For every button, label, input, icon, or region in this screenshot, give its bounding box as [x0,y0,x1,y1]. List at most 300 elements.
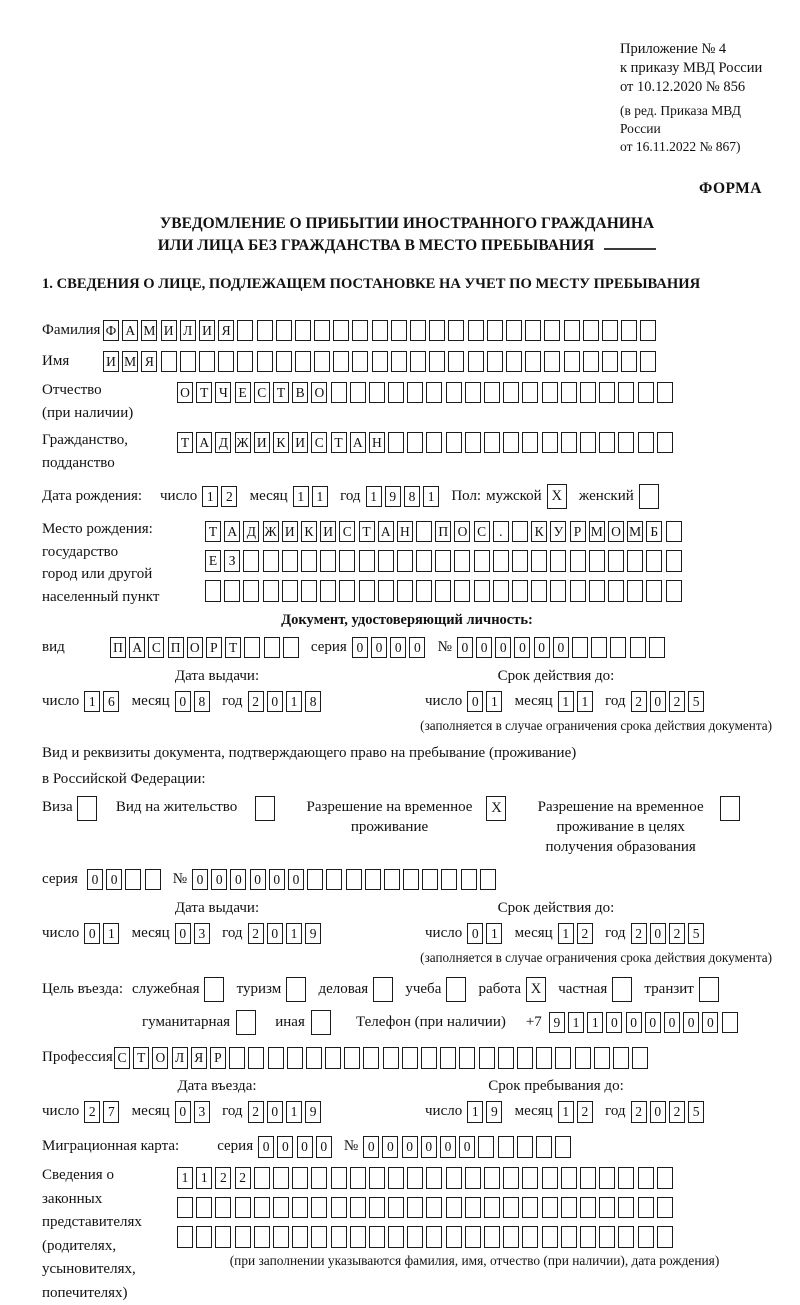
char-box[interactable]: 5 [688,923,704,945]
char-box[interactable] [372,351,388,373]
char-box[interactable]: 2 [669,691,685,713]
char-box[interactable] [525,351,541,373]
checkbox[interactable] [204,977,224,1002]
char-box[interactable] [461,869,477,891]
char-box[interactable] [307,869,323,891]
identity-expiry-day-boxes[interactable] [467,688,505,714]
char-box[interactable] [506,320,522,342]
char-box[interactable] [369,1167,385,1189]
char-box[interactable] [224,580,240,602]
char-box[interactable] [350,382,366,404]
purpose-business-checkbox[interactable] [373,976,396,1002]
char-box[interactable] [426,1226,442,1248]
char-box[interactable] [339,550,355,572]
char-box[interactable] [177,1197,193,1219]
birth-place-row2-boxes[interactable] [205,548,772,574]
purpose-transit-checkbox[interactable] [699,976,722,1002]
given-name-boxes[interactable] [103,348,659,374]
char-box[interactable] [388,1197,404,1219]
char-box[interactable]: С [311,432,327,454]
char-box[interactable]: 0 [87,869,103,891]
char-box[interactable]: У [550,521,566,543]
char-box[interactable] [407,432,423,454]
sex-male-checkbox[interactable] [547,483,570,509]
char-box[interactable] [388,382,404,404]
option-residence-permit-checkbox[interactable] [255,795,278,821]
char-box[interactable]: 0 [626,1012,642,1034]
char-box[interactable] [391,351,407,373]
char-box[interactable] [657,382,673,404]
option-visa-checkbox[interactable] [77,795,100,821]
char-box[interactable] [544,320,560,342]
char-box[interactable] [196,1197,212,1219]
char-box[interactable] [365,869,381,891]
char-box[interactable]: 0 [297,1136,313,1158]
char-box[interactable] [564,320,580,342]
checkbox[interactable] [699,977,719,1002]
char-box[interactable] [503,382,519,404]
char-box[interactable] [295,351,311,373]
char-box[interactable] [465,382,481,404]
entry-year-boxes[interactable] [248,1098,325,1124]
char-box[interactable] [503,432,519,454]
char-box[interactable] [446,432,462,454]
char-box[interactable] [215,1197,231,1219]
char-box[interactable]: И [103,351,119,373]
char-box[interactable]: 5 [688,691,704,713]
char-box[interactable] [333,320,349,342]
char-box[interactable] [268,1047,284,1069]
char-box[interactable]: 0 [409,637,425,659]
char-box[interactable] [243,580,259,602]
char-box[interactable]: Т [273,382,289,404]
char-box[interactable]: 2 [248,923,264,945]
char-box[interactable] [331,382,347,404]
char-box[interactable]: 2 [221,486,237,508]
patronymic-boxes[interactable] [177,379,676,405]
char-box[interactable]: П [168,637,184,659]
char-box[interactable] [618,382,634,404]
identity-expiry-year-boxes[interactable] [631,688,708,714]
representatives-row1-boxes[interactable] [177,1164,772,1190]
identity-issue-day-boxes[interactable] [84,688,122,714]
char-box[interactable] [378,580,394,602]
char-box[interactable] [580,382,596,404]
char-box[interactable] [618,432,634,454]
representatives-row2-boxes[interactable] [177,1194,772,1220]
char-box[interactable]: 2 [669,923,685,945]
char-box[interactable] [235,1226,251,1248]
char-box[interactable]: 0 [371,637,387,659]
char-box[interactable] [320,580,336,602]
residence-expiry-month-boxes[interactable] [558,920,596,946]
char-box[interactable] [478,1136,494,1158]
char-box[interactable] [646,550,662,572]
char-box[interactable] [378,550,394,572]
char-box[interactable]: Ф [103,320,119,342]
char-box[interactable] [570,550,586,572]
char-box[interactable]: 1 [423,486,439,508]
char-box[interactable] [484,382,500,404]
char-box[interactable]: 0 [363,1136,379,1158]
char-box[interactable]: 7 [103,1101,119,1123]
char-box[interactable] [426,382,442,404]
char-box[interactable] [446,1226,462,1248]
char-box[interactable]: К [531,521,547,543]
char-box[interactable]: М [627,521,643,543]
checkbox[interactable] [77,796,97,821]
char-box[interactable] [237,320,253,342]
char-box[interactable] [522,1197,538,1219]
char-box[interactable]: Д [243,521,259,543]
char-box[interactable] [503,1197,519,1219]
char-box[interactable] [621,320,637,342]
char-box[interactable]: П [435,521,451,543]
purpose-humanitarian-checkbox[interactable] [236,1009,259,1035]
char-box[interactable]: Б [646,521,662,543]
char-box[interactable]: 9 [385,486,401,508]
char-box[interactable] [257,351,273,373]
char-box[interactable] [666,550,682,572]
char-box[interactable]: Р [206,637,222,659]
char-box[interactable] [646,580,662,602]
char-box[interactable]: 1 [558,923,574,945]
char-box[interactable] [618,1197,634,1219]
char-box[interactable]: 0 [514,637,530,659]
migration-number-boxes[interactable] [363,1133,574,1159]
char-box[interactable] [542,1197,558,1219]
char-box[interactable]: 2 [631,923,647,945]
char-box[interactable]: 1 [486,691,502,713]
char-box[interactable]: И [320,521,336,543]
char-box[interactable] [248,1047,264,1069]
char-box[interactable]: Т [225,637,241,659]
char-box[interactable]: 2 [248,1101,264,1123]
char-box[interactable]: 0 [352,637,368,659]
char-box[interactable] [276,351,292,373]
char-box[interactable] [517,1136,533,1158]
char-box[interactable]: Л [172,1047,188,1069]
char-box[interactable]: Л [180,320,196,342]
char-box[interactable] [446,1197,462,1219]
char-box[interactable]: 0 [230,869,246,891]
char-box[interactable]: 0 [650,691,666,713]
char-box[interactable] [403,869,419,891]
char-box[interactable]: 0 [495,637,511,659]
char-box[interactable]: 2 [577,923,593,945]
purpose-work-checkbox[interactable] [526,976,549,1002]
char-box[interactable]: С [254,382,270,404]
char-box[interactable] [722,1012,738,1034]
char-box[interactable] [468,320,484,342]
char-box[interactable] [407,1226,423,1248]
char-box[interactable]: А [122,320,138,342]
char-box[interactable] [599,1197,615,1219]
char-box[interactable] [263,550,279,572]
char-box[interactable] [326,869,342,891]
char-box[interactable]: 1 [196,1167,212,1189]
char-box[interactable] [555,1136,571,1158]
birth-day-boxes[interactable] [202,483,240,509]
char-box[interactable] [591,637,607,659]
char-box[interactable]: 0 [192,869,208,891]
char-box[interactable]: Я [141,351,157,373]
char-box[interactable] [561,1226,577,1248]
char-box[interactable] [602,320,618,342]
char-box[interactable] [344,1047,360,1069]
char-box[interactable] [410,351,426,373]
char-box[interactable] [350,1167,366,1189]
char-box[interactable] [493,580,509,602]
char-box[interactable]: 9 [305,1101,321,1123]
char-box[interactable] [484,1226,500,1248]
char-box[interactable] [531,580,547,602]
char-box[interactable] [599,432,615,454]
char-box[interactable]: О [177,382,193,404]
char-box[interactable] [506,351,522,373]
char-box[interactable]: О [311,382,327,404]
char-box[interactable] [580,1167,596,1189]
residence-issue-month-boxes[interactable] [175,920,213,946]
char-box[interactable]: 0 [664,1012,680,1034]
char-box[interactable]: 1 [486,923,502,945]
char-box[interactable]: Т [133,1047,149,1069]
char-box[interactable] [331,1167,347,1189]
char-box[interactable] [426,1197,442,1219]
char-box[interactable]: И [254,432,270,454]
char-box[interactable]: И [199,320,215,342]
char-box[interactable] [283,637,299,659]
char-box[interactable] [383,1047,399,1069]
char-box[interactable]: 0 [402,1136,418,1158]
char-box[interactable]: 0 [440,1136,456,1158]
char-box[interactable]: 2 [248,691,264,713]
char-box[interactable]: 0 [459,1136,475,1158]
entry-month-boxes[interactable] [175,1098,213,1124]
char-box[interactable]: 0 [421,1136,437,1158]
char-box[interactable] [465,1167,481,1189]
char-box[interactable] [369,1197,385,1219]
char-box[interactable] [199,351,215,373]
char-box[interactable]: Н [369,432,385,454]
char-box[interactable] [632,1047,648,1069]
checkbox[interactable]: X [526,977,546,1002]
char-box[interactable] [435,550,451,572]
char-box[interactable]: С [114,1047,130,1069]
char-box[interactable]: 2 [631,691,647,713]
char-box[interactable] [254,1226,270,1248]
char-box[interactable]: 0 [606,1012,622,1034]
sex-female-checkbox[interactable] [639,483,662,509]
char-box[interactable] [372,320,388,342]
char-box[interactable] [599,1226,615,1248]
char-box[interactable] [498,1047,514,1069]
char-box[interactable]: 2 [669,1101,685,1123]
char-box[interactable]: Я [218,320,234,342]
char-box[interactable] [391,320,407,342]
char-box[interactable] [292,1226,308,1248]
char-box[interactable] [512,521,528,543]
char-box[interactable] [235,1197,251,1219]
char-box[interactable] [657,1226,673,1248]
char-box[interactable]: 2 [631,1101,647,1123]
char-box[interactable] [561,432,577,454]
purpose-private-checkbox[interactable] [612,976,635,1002]
char-box[interactable] [282,580,298,602]
char-box[interactable] [544,351,560,373]
migration-series-boxes[interactable] [258,1133,335,1159]
birth-place-row1-boxes[interactable] [205,518,772,544]
char-box[interactable]: Д [215,432,231,454]
char-box[interactable]: 1 [286,691,302,713]
char-box[interactable] [435,580,451,602]
char-box[interactable] [301,580,317,602]
char-box[interactable] [301,550,317,572]
char-box[interactable] [640,351,656,373]
char-box[interactable] [440,1047,456,1069]
char-box[interactable]: 0 [645,1012,661,1034]
char-box[interactable]: К [301,521,317,543]
char-box[interactable]: 6 [103,691,119,713]
char-box[interactable]: И [282,521,298,543]
char-box[interactable] [369,1226,385,1248]
char-box[interactable]: 2 [215,1167,231,1189]
char-box[interactable] [640,320,656,342]
char-box[interactable] [474,580,490,602]
char-box[interactable] [410,320,426,342]
char-box[interactable]: 0 [269,869,285,891]
char-box[interactable]: 5 [688,1101,704,1123]
char-box[interactable]: 1 [577,691,593,713]
char-box[interactable]: 9 [486,1101,502,1123]
char-box[interactable] [388,1167,404,1189]
char-box[interactable] [465,1197,481,1219]
char-box[interactable] [589,580,605,602]
char-box[interactable] [407,1167,423,1189]
char-box[interactable] [446,1167,462,1189]
char-box[interactable] [666,580,682,602]
char-box[interactable]: 0 [211,869,227,891]
char-box[interactable] [638,1226,654,1248]
char-box[interactable]: Т [177,432,193,454]
purpose-study-checkbox[interactable] [446,976,469,1002]
char-box[interactable] [397,580,413,602]
char-box[interactable] [388,432,404,454]
char-box[interactable] [627,550,643,572]
char-box[interactable] [311,1167,327,1189]
char-box[interactable] [474,550,490,572]
char-box[interactable] [273,1226,289,1248]
char-box[interactable]: 2 [84,1101,100,1123]
char-box[interactable] [333,351,349,373]
char-box[interactable] [276,320,292,342]
char-box[interactable] [512,550,528,572]
char-box[interactable] [542,1226,558,1248]
char-box[interactable] [331,1226,347,1248]
char-box[interactable] [422,869,438,891]
char-box[interactable] [454,550,470,572]
char-box[interactable]: 0 [175,691,191,713]
char-box[interactable]: С [339,521,355,543]
char-box[interactable]: 3 [194,1101,210,1123]
char-box[interactable]: 0 [457,637,473,659]
char-box[interactable] [487,320,503,342]
char-box[interactable] [638,382,654,404]
char-box[interactable]: 9 [549,1012,565,1034]
char-box[interactable] [468,351,484,373]
char-box[interactable] [580,1226,596,1248]
residence-issue-year-boxes[interactable] [248,920,325,946]
char-box[interactable]: 0 [467,691,483,713]
char-box[interactable]: 0 [650,1101,666,1123]
char-box[interactable] [145,869,161,891]
char-box[interactable] [465,432,481,454]
checkbox[interactable] [236,1010,256,1035]
char-box[interactable] [572,637,588,659]
char-box[interactable] [448,320,464,342]
char-box[interactable]: А [196,432,212,454]
char-box[interactable]: М [122,351,138,373]
char-box[interactable] [244,637,260,659]
char-box[interactable] [484,1197,500,1219]
doc-series-boxes[interactable] [352,634,429,660]
doc-kind-boxes[interactable] [110,634,302,660]
char-box[interactable] [282,550,298,572]
char-box[interactable]: Ж [263,521,279,543]
char-box[interactable]: Ж [235,432,251,454]
purpose-official-checkbox[interactable] [204,976,227,1002]
char-box[interactable] [542,432,558,454]
char-box[interactable] [522,1226,538,1248]
char-box[interactable] [580,1197,596,1219]
char-box[interactable]: Т [205,521,221,543]
char-box[interactable]: 1 [286,1101,302,1123]
char-box[interactable]: 1 [286,923,302,945]
char-box[interactable]: П [110,637,126,659]
doc-number-boxes[interactable] [457,634,668,660]
char-box[interactable] [525,320,541,342]
checkbox[interactable] [639,484,659,509]
char-box[interactable] [583,351,599,373]
char-box[interactable] [503,1226,519,1248]
char-box[interactable]: 8 [194,691,210,713]
stay-month-boxes[interactable] [558,1098,596,1124]
char-box[interactable]: О [187,637,203,659]
char-box[interactable] [480,869,496,891]
char-box[interactable] [346,869,362,891]
checkbox[interactable] [720,796,740,821]
stay-year-boxes[interactable] [631,1098,708,1124]
residence-issue-day-boxes[interactable] [84,920,122,946]
char-box[interactable] [339,580,355,602]
char-box[interactable] [599,1167,615,1189]
char-box[interactable]: 0 [175,1101,191,1123]
char-box[interactable]: 0 [258,1136,274,1158]
char-box[interactable]: 3 [194,923,210,945]
char-box[interactable]: С [474,521,490,543]
char-box[interactable] [311,1226,327,1248]
char-box[interactable] [161,351,177,373]
char-box[interactable]: 0 [650,923,666,945]
residence-number-boxes[interactable] [192,866,499,892]
purpose-other-checkbox[interactable] [311,1009,334,1035]
citizenship-boxes[interactable] [177,429,676,455]
char-box[interactable]: 0 [382,1136,398,1158]
char-box[interactable]: О [152,1047,168,1069]
identity-expiry-month-boxes[interactable] [558,688,596,714]
char-box[interactable] [627,580,643,602]
char-box[interactable] [498,1136,514,1158]
